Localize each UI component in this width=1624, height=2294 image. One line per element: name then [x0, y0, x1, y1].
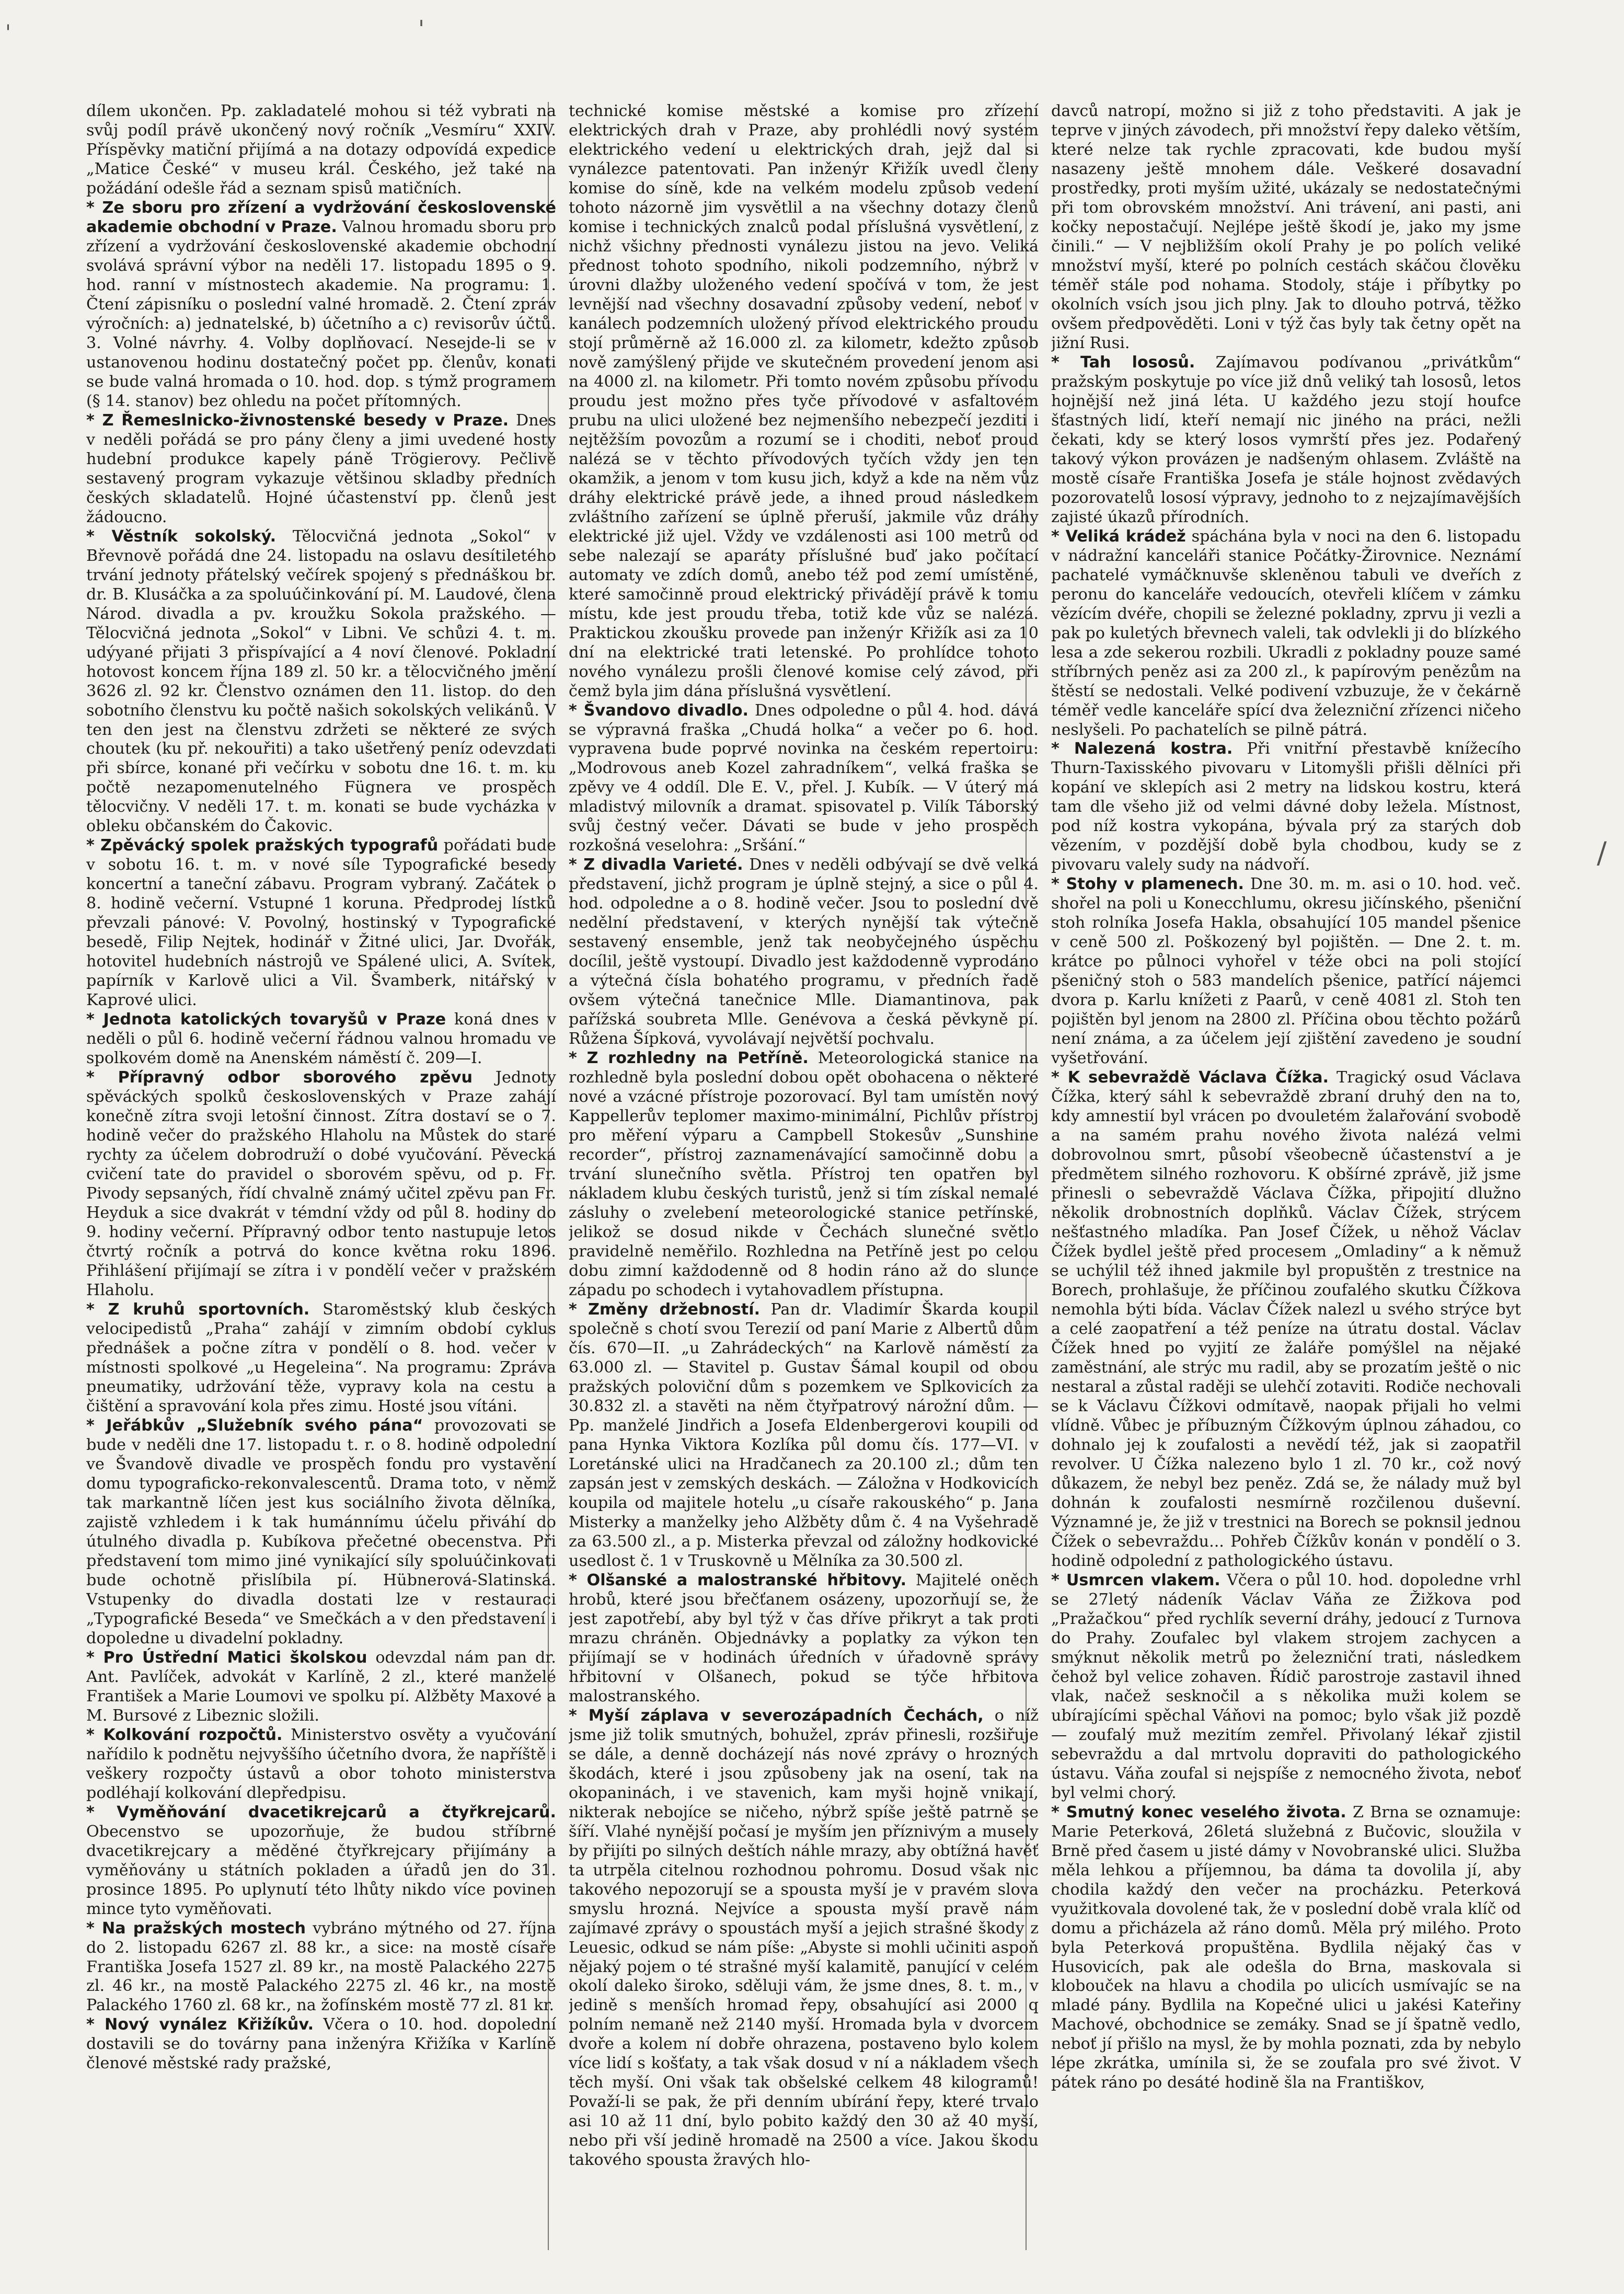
article-paragraph — [86, 836, 556, 1010]
article-body: Pan dr. Vladimír Škarda koupil společně s chotí svou Terezií od paní Marie z Albertů dům čís. 670—II. „u Zahrádeckých“ na Karlově náměstí za 63.000 zl. — Stavitel p. Gustav Šámal koupil od obou pražských poloviční dům s pozemkem ve Splkovicích za 30.832 zl. a stavěti na něm čtyřpatrový nárožní dům. — Pp. manželé Jindřich a Josefa Eldenbergerovi koupili od pana Hynka Viktora Kozlíka půl domu čís. 177—VI. v Loretánské ulici na Hradčanech za 20.100 zl.; dům ten zapsán jest v zemských deskách. — Záložna v Hodkovicích koupila od majitele hotelu „u císaře rakouského“ p. Jana Misterky a manželky jeho Alžběty dům č. 4 na Vyšehradě za 63.500 zl., a p. Misterka převzal od záložny hodkovické usedlost č. 1 v Truskovně u Mělníka za 30.500 zl. — [569, 1300, 1039, 1570]
article-heading: * Ze sboru pro zřízení a vydržování československé akademie obchodní v Praze. — [86, 198, 556, 236]
article-heading: * Olšanské a malostranské hřbitovy. — [569, 1571, 907, 1589]
article-body: Včera o 10. hod. dopolední dostavili se do továrny pana inženýra Křižíka v Karlíně členové městské rady pražské, — [86, 2015, 556, 2073]
article-heading: * Smutný konec veselého života. — [1051, 1803, 1346, 1822]
article-body: o níž jsme již tolik smutných, bohužel, zpráv přinesli, rozšiřuje se dále, a denně docházejí nás nové zprávy o hrozných škodách, které i jsou způsobeny jak na osení, tak na okopaninách, i ve stavenich, kam myši hojně vnikají, nikterak nebojíce se ničeho, nýbrž spíše ještě patrně se šíří. Vlahé nynější počasí je myším jen příznivým a musely by přijíti po silných deštích náhle mrazy, aby obtížná havěť ta utrpěla citelnou rozhodnou pohromu. Dosud však nic takového nepozorují se a spousta myší je v pravém slova smyslu hrozná. Nejvíce a spousta myší pravě nám zajímavé zprávy o spoustách myší a jejich strašné škody z Leuesic, odkud se nám píše: „Abyste si mohli učiniti aspoň nějaký pojem o té strašné myší kalamitě, panující v celém okolí daleko široko, sděluji vám, že jsme dnes, 8. t. m., v jedině s menších hromad řepy, obsahující asi 2000 q polním nemaně než 2140 myší. Hromada byla v dvorcem dvoře a kolem ní dobře ohrazena, postaveno bylo kolem více lidí s košťaty, a tak však dosud v ní a nákladem všech těch myší. Oni však tak obšelské celkem 48 kilogramů! Považí-li se pak, že při denním ubírání řepy, které trvalo asi 10 až 11 dní, bylo pobito každý den 30 až 40 myší, nebo při vší jedině hromadě na 2500 a více. Jakou škodu takového spousta žravých hlo- — [569, 1706, 1039, 2170]
article-heading: * Veliká krádež — [1051, 527, 1186, 546]
article-paragraph — [1051, 740, 1521, 875]
article-heading: * K sebevraždě Václava Čížka. — [1051, 1068, 1329, 1087]
article-paragraph — [86, 1416, 556, 1649]
article-paragraph — [569, 701, 1039, 856]
article-heading: * Nalezená kostra. — [1051, 740, 1233, 758]
article-paragraph — [569, 1707, 1039, 2171]
article-heading: * Věstník sokolský. — [86, 527, 277, 546]
column-2 — [569, 102, 1039, 2250]
article-paragraph — [86, 1919, 556, 2016]
article-body: Meteorologická stanice na rozhledně byla poslední dobou opět obohacena o některé nové a vzácné přístroje pozorovací. Byl tam umístěn nový Kappellerův teplomer maximo-minimální, Pichlův přístroj pro měření výparu a Campbell Stokesův „Sunshine recorder“, přístroj zaznamenávající samočinně dobu a trvání slunečního světla. Přístroj ten opatřen byl nákladem klubu českých turistů, jenž si tím získal nemalé zásluhy o zvelebení meteorologické stanice petřínské, jelikož se dosud nikde v Čechách slunečné světlo pravidelně neměřilo. Rozhledna na Petříně jest po celou dobu zimní každodenně od 8 hodin ráno až do slunce západu po schodech i vytahovadlem přístupna. — [569, 1049, 1039, 1300]
continued-text — [1051, 102, 1521, 353]
article-paragraph — [569, 1049, 1039, 1300]
article-body: pořádati bude v sobotu 16. t. m. v nové síle Typografické besedy koncertní a taneční zábavu. Program vybraný. Začátek o 8. hodině večerní. Vstupné 1 koruna. Předprodej lístků převzali pánové: V. Povolný, hostinský v Typografické besedě, Filip Nejtek, hodinář v Žitné ulici, Jar. Dvořák, hotovitel hudebních nástrojů ve Spálené ulici, A. Svítek, papírník v Karlově ulici a Vil. Švamberk, nitářský v Kaprové ulici. — [86, 836, 556, 1010]
article-paragraph — [86, 1010, 556, 1068]
article-body: Jednoty spěváckých spolků československých v Praze zahájí konečně zítra svoji letošní činnost. Zítra dostaví se o 7. hodině večer do pražského Hlaholu na Můstek do staré rychty za účelem dobrodruží o dobé vyučování. Pěvecká cvičení tate do pravidel o sborovém spěvu, od p. Fr. Pivody sepsaných, řídí chvalně známý učitel zpěvu pan Fr. Heyduk a sice dvakrát v témdní vždy od půl 8. hodiny do 9. hodiny večerní. Přípravný odbor tento nastupuje letos čtvrtý ročník a potrvá do konce května roku 1896. Přihlášení přijímají se zítra i v pondělí večer v pražském Hlaholu. — [86, 1068, 556, 1300]
article-heading: * Změny držebností. — [569, 1300, 761, 1319]
article-body: spáchána byla v noci na den 6. listopadu v nádražní kanceláři stanice Počátky-Žirovnice. Neznámí pachatelé vymáčknuvše skleněnou tabuli ve dveřích z peronu do kanceláře vedoucích, otevřeli klíčem v zámku vězícím dvéře, chopili se železné pokladny, zprvu ji vezli a pak po kuletých břevnech valeli, tak odvlekli ji do blízkého lesa a zde sekerou rozbili. Ukradli z pokladny pouze samé stříbrných peněz asi za 200 zl., k papírovým penězům na štěstí se nedostali. Velké podivení vzbuzuje, že v čekárně téměř vedle kanceláře spící dva železniční zřízenci ničeho neslyšeli. Po pachatelích se pilně pátrá. — [1051, 527, 1521, 739]
article-paragraph — [1051, 1571, 1521, 1803]
column-3 — [1051, 102, 1521, 2250]
article-paragraph — [86, 411, 556, 527]
article-heading: * Přípravný odbor sborového zpěvu — [86, 1068, 473, 1087]
article-paragraph — [86, 1300, 556, 1416]
article-paragraph — [1051, 353, 1521, 527]
article-heading: * Kolkování rozpočtů. — [86, 1725, 283, 1744]
article-body: davců natropí, možno si již z toho představiti. A jak je teprve v jiných závodech, při množství řepy daleko větším, které nelze tak rychle zpracovati, kde budou myší nasazeny ještě mnohem dále. Veškeré dosavadní prostředky, proti myším užité, ukázaly se nedostatečnými při tom obrovském množství. Ani trávení, ani pasti, ani kočky nepostačují. Nejlépe ještě škodí je, jako my jsme činili.“ — V nejbližším okolí Prahy je po polích veliké množství myší, které po polních cestách skáčou člověku téměř stále pod nohama. Stodoly, stáje i příbytky po okolních vsích jsou jich plny. Jak to dlouho potrvá, těžko ovšem předpověděti. Loni v týž čas byly tak četny opět na jižní Rusi. — [1051, 102, 1521, 352]
article-paragraph — [569, 856, 1039, 1049]
article-heading: * Tah lososů. — [1051, 353, 1195, 372]
article-body: Dnes v neděli odbývají se dvě velká představení, jichž program je úplně stejný, a sice o půl 4. hod. odpoledne a o 8. hodině večer. Jsou to poslední dvě nedělní představení, v kterých nynější tak výtečně sestavený ensemble, jenž tak neobyčejného úspěchu docílil, ještě vystoupí. Divadlo jest každodenně vyprodáno a výtečná čísla bohatého programu, v předních řadě ovšem výtečná tanečnice Mlle. Diamantinova, pak pařížská soubreta Mlle. Genévova a česká pěvkyně pí. Růžena Šípková, vyvolávají největší pochvalu. — [569, 856, 1039, 1048]
margin-mark-top-left: ' — [5, 21, 11, 45]
article-heading: * Z Řemeslnicko-živnostenské besedy v Praze. — [86, 411, 509, 430]
article-body: Tělocvičná jednota „Sokol“ v Břevnově pořádá dne 24. listopadu na oslavu desítiletého trvání jednoty přátelský večírek spojený s přednáškou br. dr. B. Klusáčka a za spoluúčinkování pí. M. Laudové, člena Národ. divadla a pv. kroužku Sokola pražského. — Tělocvičná jednota „Sokol“ v Libni. Ve schůzi 4. t. m. udýyané přijati 3 přispívající a 4 noví členové. Pokladní hotovost koncem října 189 zl. 50 kr. a tělocvičného jmění 3626 zl. 92 kr. Členstvo oznámen den 11. listop. do den sobotního členstvu ku počtě našich sokolských velikánů. V ten den jest na členstvu zdržeti se některé ze svých choutek (ku př. nekouřiti) a tako ušetřený peníz odevzdati při sbírce, konané při večírku v sobotu dne 16. t. m. ku počtě nezapomenutelného Fügnera ve prospěch tělocvičny. V neděli 17. t. m. konati se bude vycházka v obleku občanském do Čakovic. — [86, 527, 556, 836]
article-body: Z Brna se oznamuje: Marie Peterková, 26letá služebná z Bučovic, sloužila v Brně před časem u jisté dámy v Novobranské ulici. Služba měla lehkou a příjemnou, ba dáma ta dovolila jí, aby chodila každý den večer na procházku. Peterková využitkovala dovolené tak, že v poslední době vrala klíč od domu a přicházela až ráno domů. Měla prý milého. Proto byla Peterková propuštěna. Bydlila nějaký čas v Husovicích, pak ale odešla do Brna, maskovala si klobouček na hlavu a chodila po ulicích usmívajíc se na mladé pány. Bydlila na Kopečné ulici u jakési Kateřiny Machové, obchodnice se zemáky. Snad se jí špatně vedlo, neboť jí přišlo na mysl, že by mohla poznati, zda by nebylo lépe zkrátka, umínila si, že se zoufala pro své život. V pátek ráno po desáté hodině šla na Františkov, — [1051, 1803, 1521, 2092]
margin-mark-right: / — [1597, 836, 1607, 870]
article-body: Tragický osud Václava Čížka, který sáhl k sebevraždě zbraní druhý den na to, kdy amnestií byl vrácen po dvouletém žalařování svobodě a na samém prahu nového života nalézá velmi dobrovolnou smrt, působí všeobecně účastenství a je předmětem silného rozhovoru. K obšírné zprávě, již jsme přinesli o sebevraždě Václava Čížka, připojití dlužno několik drobnostních doplňků. Václav Čížek, strýcem nešťastného mladíka. Pan Josef Čížek, u něhož Václav Čížek bydlel ještě před procesem „Omladiny“ a k němuž se uchýlil též ihned jakmile byl propuštěn z trestnice na Borech, prohlašuje, že příčinou zoufalého skutku Čížkova nemohla býti bída. Václav Čížek nalezl u svého strýce byt a celé zaopatření a též peníze na útratu dostal. Václav Čížek hned po vyjití ze žaláře pomýšlel na nějaké zaměstnání, ale strýc mu radil, aby se prozatím ještě o nic nestaral a zůstal raději se ulehčí zotaviti. Rodiče nechovali se k Václavu Čížkovi odmítavě, naopak přijali ho velmi vlídně. Vůbec je příbuzným Čížkovým úplnou záhadou, co dohnalo jej k zoufalosti a nevědí též, jak si zaopatřil revolver. U Čížka nalezeno bylo 1 zl. 70 kr., což nový důkazem, že nebyl bez peněz. Zdá se, že nálady muž byl dohnán k zoufalosti nesmírně rozčilenou duševní. Významné je, že již v trestnici na Borech se poknsil jednou Čížek o sebevraždu... Pohřeb Čížkův konán v pondělí o 3. hodině odpolední z pathologického ústavu. — [1051, 1068, 1521, 1570]
article-body: Ministerstvo osvěty a vyučování nařídilo k podnětu nejvyššího účetního dvora, že napříště i veškery rozpočty ústavů a obor tohoto ministerstva podléhají kolkování dlepředpisu. — [86, 1725, 556, 1802]
article-body: Včera o půl 10. hod. dopoledne vrhl se 27letý nádeník Václav Váňa ze Žižkova pod „Pražačkou“ před rychlík severní dráhy, jedoucí z Turnova do Prahy. Zoufalec byl vlakem strojem zachycen a smýknut několik metrů po železniční trati, následkem čehož byl velice zohaven. Řídič parostroje zastavil ihned vlak, načež sesknočil a s několika muži kolem se ubírajícími spěchal Váňovi na pomoc; bylo však již pozdě — zoufalý muž mezitím zemřel. Přivolaný lékař zjistil sebevraždu a dal mrtvolu dopraviti do pathologického ústavu. Váňa zoufal si nejspíše z nemocného života, neboť byl velmi chorý. — [1051, 1571, 1521, 1802]
article-body: Při vnitřní přestavbě knížecího Thurn-Taxisského pivovaru v Litomyšli přišli dělníci při kopání ve sklepích asi 2 metry na lidskou kostru, která tam dle všeho již od velmi dávné doby ležela. Místnost, pod níž kostra vykopána, bývala prý za starých dob vězením, v pozdější době byla chodbou, kudy se z pivovaru valely sudy na nádvoří. — [1051, 740, 1521, 874]
margin-mark-top-center: ' — [418, 16, 425, 42]
article-paragraph — [1051, 1068, 1521, 1571]
article-heading: * Stohy v plamenech. — [1051, 875, 1244, 894]
article-body: Dne 30. m. m. asi o 10. hod. več. shořel na poli u Konecchlumu, okresu jičínského, pšeniční stoh rolníka Josefa Hakla, obsahující 105 mandel pšenice v ceně 500 zl. Poškozený byl pojištěn. — Dne 2. t. m. krátce po půlnoci vyhořel v téže obci na poli stojící pšeničný stoh o 583 mandelích pšenice, patřící nájemci dvora p. Karlu knížeti z Paarů, v ceně 4081 zl. Stoh ten pojištěn byl jenom na 2800 zl. Příčina obou těchto požárů není známa, a za účelem její zjištění zavedeno je soudní vyšetřování. — [1051, 875, 1521, 1068]
article-body: technické komise městské a komise pro zřízení elektrických drah v Praze, aby prohlédli nový systém elektrického vedení u elektrických drah, jejž dal si vynálezce patentovati. Pan inženýr Křižík uvedl členy komise do síně, kde na velkém modelu způsob vedení tohoto názorně jim vysvětlil a na všechny dotazy členů komise i technických znalců podal příslušná vysvětlení, z nichž všichny přednosti vynálezu jistou na jevo. Veliká přednost tohoto spodního, nikoli podzemního, nýbrž v úrovni dlažby uloženého vedení spočívá v tom, že jest levnější nad všechny dosavadní způsoby vedení, neboť v kanálech podzemních uložený přívod elektrického proudu stojí průměrně až 16.000 zl. za kilometr, kdežto způsob nově zamýšlený přijde ve skutečném provedení jenom asi na 4000 zl. na kilometr. Při tomto novém způsobu přívodu proudu jest možno přes tyče přívodové v asfaltovém prubu na ulici uložené bez nejmenšího nebezpečí jezditi i nejtěžším povozům a rozumí se i choditi, neboť proud nalézá se v těchto přívodových tyčích vždy jen ten okamžik, a jenom v tom kusu jich, když a kde na něm vůz dráhy elektrické právě jede, a ihned proud následkem zvláštního zařízení se úplně přeruší, jakmile vůz dráhy elektrické již ujel. Vždy ve vzdálenosti asi 100 metrů od sebe nalezají se aparáty příslušné buď jako počítací automaty ve zdích domů, anebo též pod zemí umístěné, které samočinně proud elektrický přivádějí právě k tomu místu, kde jest proudu třeba, totiž kde vůz se nalézá. Praktickou zkoušku provede pan inženýr Křižík asi za 10 dní na elektrické trati letenské. Po prohlídce tohoto nového vynálezu prošli členové komise celý závod, při čemž byla jim dána příslušná vysvětlení. — [569, 102, 1039, 700]
article-body: Majitelé oněch hrobů, které jsou břečťanem osázeny, upozorňují se, že jest zapotřebí, aby byl týž v čas dříve přikryt a tak proti mrazu chráněn. Objednávky a poplatky za výkon ten přijímají se v hodinách úředních v úřadovně správy hřbitovní v Olšanech, pokud se týče hřbitova malostranského. — [569, 1571, 1039, 1705]
article-heading: * Na pražských mostech — [86, 1919, 306, 1938]
continued-text — [86, 102, 556, 199]
article-body: Valnou hromadu sboru pro zřízení a vydržování československé akademie obchodní svolává správní výbor na neděli 17. listopadu 1895 o 9. hod. ranní v místnostech akademie. Na programu: 1. Čtení zápisníku o poslední valné hromadě. 2. Čtení zpráv výročních: a) jednatelské, b) účetního a c) revisorův účtů. 3. Volné návrhy. 4. Volby doplňovací. Nesejde-li se v ustanovenou hodinu dostatečný počet pp. členův, konati se bude valná hromada o 10. hod. dop. s týmž programem (§ 14. stanov) bez ohledu na počet přítomných. — [86, 217, 556, 410]
article-paragraph — [86, 1068, 556, 1300]
article-heading: * Z divadla Varieté. — [569, 856, 743, 874]
article-body: Obecenstvo se upozorňuje, že budou stříbrné dvacetikrejcary a měděné čtyřkrejcary přijímány a vyměňovány u státních pokladen a úřadů jen do 31. prosince 1895. Po uplynutí této lhůty nikdo více povinen mince tyto vyměňovati. — [86, 1822, 556, 1918]
article-heading: * Jednota katolických tovaryšů v Praze — [86, 1010, 446, 1029]
article-paragraph — [1051, 875, 1521, 1068]
article-heading: * Zpěvácký spolek pražských typografů — [86, 836, 439, 855]
article-paragraph — [86, 1803, 556, 1919]
article-paragraph — [86, 2015, 556, 2073]
continued-text — [569, 102, 1039, 701]
article-body: koná dnes v neděli o půl 6. hodině večerní řádnou valnou hromadu ve spolkovém domě na Anenském náměstí č. 209—I. — [86, 1010, 556, 1068]
article-body: Zajímavou podívanou „privátkům“ pražským poskytuje po více již dnů veliký tah lososů, letos hojnější než jiná léta. U každého jezu stojí houfce šťastných lidí, kteří nemají nic jiného na práci, nežli čekati, kdy se který losos vymrští přes jez. Podařený takový výkon provázen je nadšeným ohlasem. Zvláště na mostě císaře Františka Josefa je stále hojnost zvědavých pozorovatelů lososí výpravy, jednoho to z nejzajímavějších zajisté úkazů přírodních. — [1051, 353, 1521, 526]
article-heading: * Vyměňování dvacetikrejcarů a čtyřkrejcarů. — [86, 1803, 556, 1822]
column-1 — [86, 102, 556, 2250]
article-heading: * Usmrcen vlakem. — [1051, 1571, 1220, 1589]
article-paragraph — [86, 1649, 556, 1726]
columns-container — [86, 102, 1521, 2250]
article-body: vybráno mýtného od 27. října do 2. listopadu 6267 zl. 88 kr., a sice: na mostě císaře Františka Josefa 1527 zl. 89 kr., na mostě Palackého 2275 zl. 46 kr., na mostě Palackého 2275 zl. 46 kr., na mostě Palackého 1760 zl. 68 kr., na žofínském mostě 77 zl. 81 kr. — [86, 1919, 556, 2015]
article-paragraph — [86, 199, 556, 411]
article-heading: * Švandovo divadlo. — [569, 701, 748, 720]
article-heading: * Myší záplava v severozápadních Čechách, — [569, 1706, 984, 1725]
article-paragraph — [86, 1726, 556, 1803]
article-paragraph — [1051, 1803, 1521, 2093]
article-body: provozovati se bude v neděli dne 17. listopadu t. r. o 8. hodině odpolední ve Švandově divadle ve prospěch fondu pro vystavění domu typograficko-rekonvalescentů. Drama toto, v němž tak markantně líčen jest kus sociálního života dělníka, zajistě vzhledem i k tak humánnímu účelu přiváhí do útulného divadla p. Kubíkova přečetné obecenstva. Při představení tom mimo jiné vynikající síly spoluúčinkovati bude ochotně přislíbila pí. Hübnerová-Slatinská. Vstupenky do divadla dostati lze v restauraci „Typografické Beseda“ ve Smečkách a v den představení i dopoledne u divadelní pokladny. — [86, 1416, 556, 1647]
article-paragraph — [86, 527, 556, 837]
article-body: Dnes odpoledne o půl 4. hod. dává se výpravná fraška „Chudá holka“ a večer po 6. hod. vypravena bude poprvé novinka na českém repertoiru: „Modrovous aneb Kozel zahradníkem“, velká fraška se zpěvy ve 4 oddíl. Dle E. V., přel. J. Kubík. — V úterý má mladistvý milovník a dramat. spisovatel p. Vilík Táborský svůj čestný večer. Dávati se bude v jeho prospěch rozkošná veselohra: „Sršání.“ — [569, 701, 1039, 855]
article-heading: * Nový vynález Křižíkův. — [86, 2015, 314, 2034]
article-body: dílem ukončen. Pp. zakladatelé mohou si též vybrati na svůj podíl právě ukončený nový ročník „Vesmíru“ XXIV. Příspěvky matiční přijímá a na dotazy odpovídá expedice „Matice České“ v museu král. Českého, jež také na požádání odešle řád a seznam spisů matičních. — [86, 102, 556, 198]
article-body: odevzdal nám pan dr. Ant. Pavlíček, advokát v Karlíně, 2 zl., které manželé František a Marie Loumovi ve spolku pí. Alžběty Maxové a M. Bursové z Libeznic složili. — [86, 1648, 556, 1725]
article-body: Dnes v neděli pořádá se pro pány členy a jimi uvedené hosty hudební produkce kapely páně Trögierovy. Pečlivě sestavený program vykazuje většinou skladby předních českých skladatelů. Hojné účastenství pp. členů jest žádoucno. — [86, 411, 556, 526]
article-paragraph — [1051, 527, 1521, 740]
article-heading: * Z rozhledny na Petříně. — [569, 1049, 809, 1068]
article-paragraph — [569, 1300, 1039, 1571]
article-heading: * Jeřábkův „Služebník svého pána“ — [86, 1416, 423, 1435]
article-body: Staroměstský klub českých velocipedistů „Praha“ zahájí v zimním období cyklus přednášek a počne zítra v pondělí o 8. hod. večer v místnosti spolkové „u Hegeleina“. Na programu: Zpráva pneumatiky, udržování těže, vypravy kola na cestu a čištění a spravování kola přes zimu. Hosté jsou vítáni. — [86, 1300, 556, 1415]
article-paragraph — [569, 1571, 1039, 1707]
article-heading: * Z kruhů sportovních. — [86, 1300, 310, 1319]
article-heading: * Pro Ústřední Matici školskou — [86, 1648, 367, 1667]
